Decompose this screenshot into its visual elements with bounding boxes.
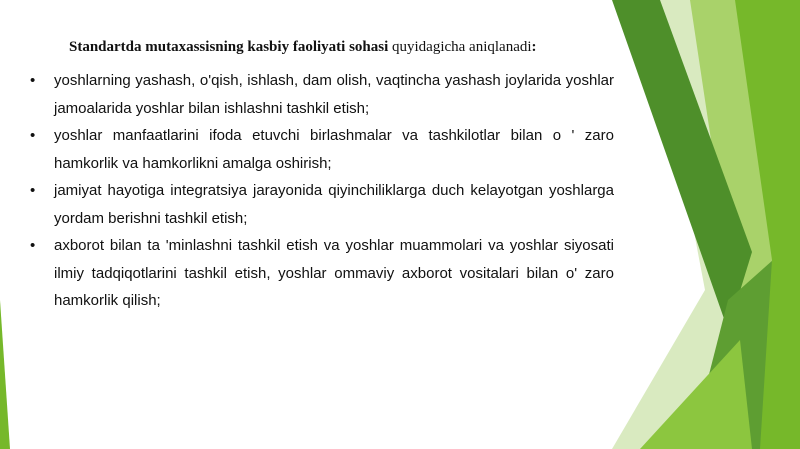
bullet-item: • yoshlarning yashash, o'qish, ishlash, dam olish, vaqtincha yashash joylarida yoshlar jamoalarida yoshlar bilan ishlashni tashkil etish;	[28, 67, 614, 122]
heading-regular-text: quyidagicha aniqlanadi	[388, 39, 532, 55]
left-green-accent	[0, 300, 10, 449]
bullet-item: • jamiyat hayotiga integratsiya jarayonida qiyinchiliklarga duch kelayotgan yoshlarga yordam berishni tashkil etish;	[28, 177, 614, 232]
slide-heading	[69, 39, 589, 56]
heading-bold-text: Standartda mutaxassisning kasbiy faoliyati sohasi	[69, 39, 389, 55]
bullet-item: • yoshlar manfaatlarini ifoda etuvchi birlashmalar va tashkilotlar bilan o ' zaro hamkorlik va hamkorlikni amalga oshirish;	[28, 122, 614, 177]
heading-colon: :	[531, 39, 537, 55]
bullet-list	[28, 67, 614, 315]
bullet-item: • axborot bilan ta 'minlashni tashkil etish va yoshlar muammolari va yoshlar siyosati ilmiy tadqiqotlarini tashkil etish, yoshlar ommaviy axborot vositalari bilan o' zaro hamkorlik qilish;	[28, 232, 614, 315]
